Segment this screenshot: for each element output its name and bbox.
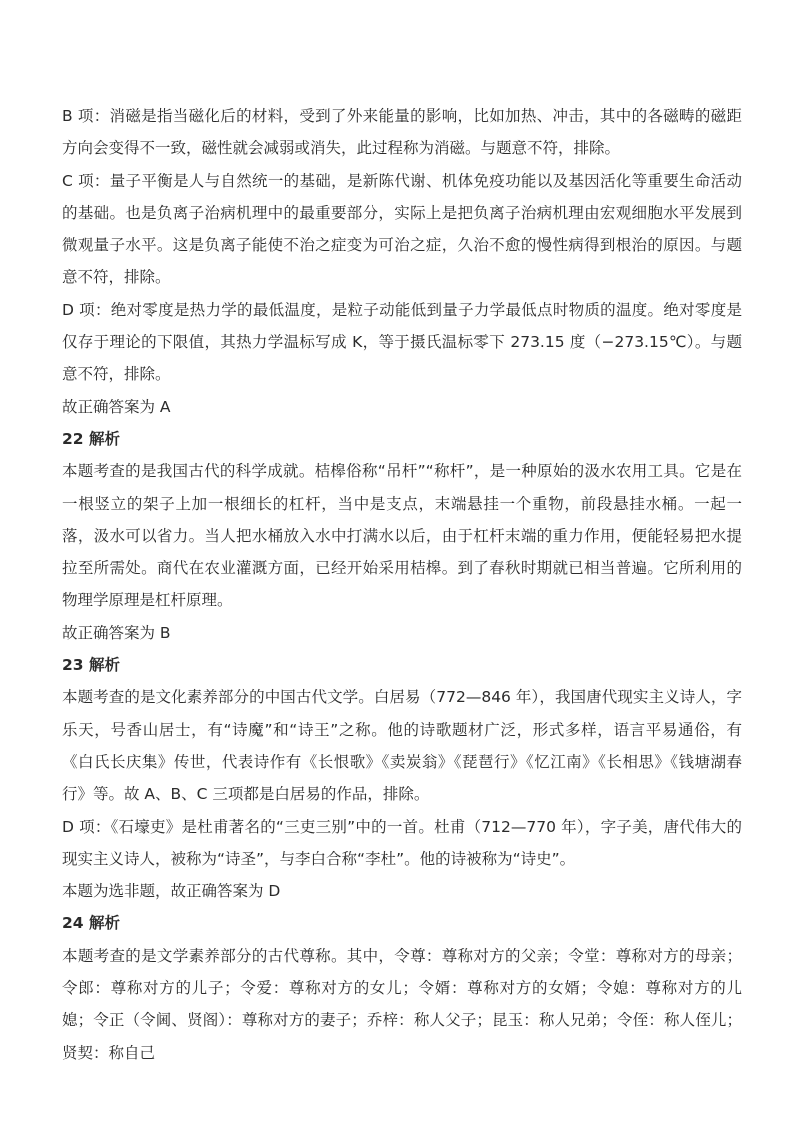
paragraph-22-explanation: 本题考查的是我国古代的科学成就。桔槔俗称“吊杆”“称杆”，是一种原始的汲水农用工具。它是在一根竖立的架子上加一根细长的杠杆，当中是支点，末端悬挂一个重物，前段悬挂水桶。一起一落，汲水可以省力。当人把水桶放入水中打满水以后，由于杠杆末端的重力作用，便能轻易把水提拉至所需处。商代在农业灌溉方面，已经开始采用桔槔。到了春秋时期就已相当普遍。它所利用的物理学原理是杠杆原理。	[62, 462, 742, 610]
paragraph-23-explanation: 本题考查的是文化素养部分的中国古代文学。白居易（772—846 年），我国唐代现实主义诗人，字乐天，号香山居士，有“诗魔”和“诗王”之称。他的诗歌题材广泛，形式多样，语言平易通俗，有《白氏长庆集》传世，代表诗作有《长恨歌》《卖炭翁》《琵琶行》《忆江南》《长相思》《钱塘湖春行》等。故 A、B、C 三项都是白居易的作品，排除。	[62, 688, 742, 804]
heading-23: 23 解析	[62, 656, 120, 675]
heading-24: 24 解析	[62, 914, 120, 933]
answer-line-21: 故正确答案为 A	[62, 397, 171, 416]
answer-line-23: 本题为选非题，故正确答案为 D	[62, 882, 281, 901]
heading-22: 22 解析	[62, 429, 120, 448]
paragraph-option-b: B 项：消磁是指当磁化后的材料，受到了外来能量的影响，比如加热、冲击，其中的各磁畴的磁距方向会变得不一致，磁性就会减弱或消失，此过程称为消磁。与题意不符，排除。	[62, 107, 742, 158]
document-page	[62, 100, 742, 1069]
paragraph-24-explanation: 本题考查的是文学素养部分的古代尊称。其中，令尊：尊称对方的父亲；令堂：尊称对方的母亲；令郎：尊称对方的儿子；令爱：尊称对方的女儿；令婿：尊称对方的女婿；令媳：尊称对方的儿媳；令正（令阃、贤阁）：尊称对方的妻子；乔梓：称人父子；昆玉：称人兄弟；令侄：称人侄儿；贤契：称自己	[62, 946, 742, 1062]
answer-line-22: 故正确答案为 B	[62, 623, 171, 642]
paragraph-option-c: C 项：量子平衡是人与自然统一的基础，是新陈代谢、机体免疫功能以及基因活化等重要生命活动的基础。也是负离子治病机理中的最重要部分，实际上是把负离子治病机理由宏观细胞水平发展到微观量子水平。这是负离子能使不治之症变为可治之症，久治不愈的慢性病得到根治的原因。与题意不符，排除。	[62, 171, 742, 287]
paragraph-23-option-d: D 项：《石壕吏》是杜甫著名的“三吏三别”中的一首。杜甫（712—770 年），字子美，唐代伟大的现实主义诗人，被称为“诗圣”，与李白合称“李杜”。他的诗被称为“诗史”。	[62, 817, 742, 868]
paragraph-option-d: D 项：绝对零度是热力学的最低温度，是粒子动能低到量子力学最低点时物质的温度。绝对零度是仅存于理论的下限值，其热力学温标写成 K，等于摄氏温标零下 273.15 度（−273.15℃）。与题意不符，排除。	[62, 300, 742, 384]
